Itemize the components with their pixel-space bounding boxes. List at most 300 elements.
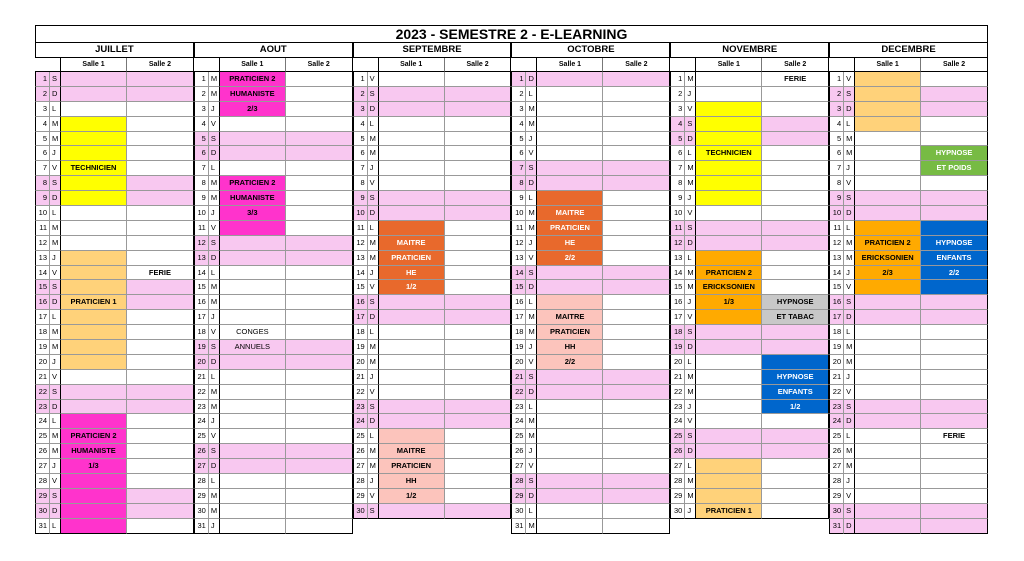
salle-2-cell	[603, 266, 670, 281]
salle-2-cell	[603, 355, 670, 370]
day-number: 20	[670, 355, 684, 370]
day-row	[511, 504, 670, 519]
day-letter: M	[49, 325, 61, 340]
salle-2-cell	[445, 221, 512, 236]
salle-header-spacer	[670, 58, 696, 72]
salle-1-cell	[379, 102, 445, 117]
day-number: 21	[829, 370, 843, 385]
salle-2-cell	[127, 385, 194, 400]
day-row	[35, 221, 194, 236]
day-number: 27	[511, 459, 525, 474]
salle-2-cell	[603, 400, 670, 415]
day-row	[194, 132, 353, 147]
salle-1-cell	[220, 161, 286, 176]
salle-1-cell	[855, 459, 921, 474]
day-row	[194, 385, 353, 400]
day-letter: V	[49, 370, 61, 385]
day-row	[511, 221, 670, 236]
day-letter: J	[843, 266, 855, 281]
calendar-sheet	[35, 25, 988, 534]
day-number: 27	[670, 459, 684, 474]
salle-2-cell: 1/2	[762, 400, 829, 415]
day-number: 30	[829, 504, 843, 519]
salle-2-cell	[127, 444, 194, 459]
salle-1-cell	[379, 429, 445, 444]
day-row	[829, 176, 988, 191]
salle-1-cell	[61, 385, 127, 400]
day-letter: M	[208, 176, 220, 191]
day-row	[35, 266, 194, 281]
salle-1-cell	[220, 310, 286, 325]
day-letter: V	[367, 72, 379, 87]
month-novembre	[670, 43, 829, 534]
day-letter: S	[208, 340, 220, 355]
salle-2-cell	[762, 325, 829, 340]
day-row	[829, 117, 988, 132]
salle-2-cell	[445, 414, 512, 429]
salle-1-cell	[696, 176, 762, 191]
salle-2-cell: HYPNOSE	[921, 146, 988, 161]
salle-2-cell	[445, 117, 512, 132]
salle-2-cell	[445, 489, 512, 504]
day-number: 20	[35, 355, 49, 370]
day-row	[511, 266, 670, 281]
day-letter: D	[843, 519, 855, 534]
day-row	[829, 474, 988, 489]
day-letter: M	[208, 504, 220, 519]
salle-2-cell	[445, 72, 512, 87]
day-letter: V	[684, 206, 696, 221]
day-number: 14	[194, 266, 208, 281]
salle-2-cell	[762, 221, 829, 236]
day-number: 23	[35, 400, 49, 415]
salle-1-cell	[537, 132, 603, 147]
day-number: 8	[35, 176, 49, 191]
salle-1-cell	[61, 414, 127, 429]
day-letter: M	[843, 132, 855, 147]
salle-2-cell	[762, 176, 829, 191]
day-letter: S	[684, 221, 696, 236]
day-number: 19	[670, 340, 684, 355]
day-letter: L	[208, 370, 220, 385]
day-letter: D	[684, 444, 696, 459]
day-letter: M	[49, 340, 61, 355]
day-number: 26	[35, 444, 49, 459]
salle-2-cell	[127, 102, 194, 117]
day-letter: M	[367, 459, 379, 474]
day-number: 24	[35, 414, 49, 429]
day-letter: V	[208, 117, 220, 132]
day-number: 12	[35, 236, 49, 251]
salle-1-cell: 3/3	[220, 206, 286, 221]
salle-2-cell	[445, 236, 512, 251]
day-letter: D	[525, 489, 537, 504]
day-number: 12	[511, 236, 525, 251]
day-number: 16	[353, 295, 367, 310]
day-number: 1	[353, 72, 367, 87]
day-letter: D	[49, 191, 61, 206]
salle-1-cell	[61, 489, 127, 504]
salle-1-cell	[855, 310, 921, 325]
salle-1-cell	[61, 519, 127, 534]
day-number: 26	[511, 444, 525, 459]
salle-2-cell	[921, 385, 988, 400]
day-row	[194, 102, 353, 117]
day-row	[35, 370, 194, 385]
salle-2-cell	[286, 459, 353, 474]
day-row	[829, 146, 988, 161]
salle-2-cell	[127, 206, 194, 221]
salle-1-cell	[220, 295, 286, 310]
day-number: 4	[35, 117, 49, 132]
day-row	[670, 474, 829, 489]
day-row	[670, 87, 829, 102]
day-number: 28	[511, 474, 525, 489]
salle-2-cell	[603, 385, 670, 400]
salle-2-cell	[286, 429, 353, 444]
day-row	[511, 310, 670, 325]
day-letter: M	[367, 146, 379, 161]
salle-2-cell: FERIE	[127, 266, 194, 281]
salle-1-cell	[61, 206, 127, 221]
day-letter: L	[843, 221, 855, 236]
salle-2-header: Salle 2	[762, 58, 829, 72]
day-number: 12	[670, 236, 684, 251]
salle-2-cell	[603, 429, 670, 444]
day-number: 7	[35, 161, 49, 176]
salle-1-cell	[220, 117, 286, 132]
day-number: 31	[194, 519, 208, 534]
day-letter: J	[49, 355, 61, 370]
day-letter: D	[843, 102, 855, 117]
day-letter: M	[843, 340, 855, 355]
day-row	[353, 325, 512, 340]
day-row	[670, 370, 829, 385]
day-row	[670, 236, 829, 251]
day-letter: J	[49, 146, 61, 161]
day-letter: M	[684, 72, 696, 87]
salle-2-cell	[286, 504, 353, 519]
salle-1-cell: TECHNICIEN	[696, 146, 762, 161]
salle-2-cell: 2/2	[921, 266, 988, 281]
salle-1-cell	[537, 176, 603, 191]
salle-1-cell	[220, 400, 286, 415]
day-number: 22	[353, 385, 367, 400]
day-row	[194, 221, 353, 236]
salle-2-cell	[445, 459, 512, 474]
day-number: 11	[353, 221, 367, 236]
day-number: 10	[194, 206, 208, 221]
day-row	[194, 400, 353, 415]
salle-2-cell	[445, 102, 512, 117]
day-row	[670, 146, 829, 161]
salle-1-cell	[855, 504, 921, 519]
day-letter: S	[843, 504, 855, 519]
day-row	[511, 280, 670, 295]
day-letter: V	[684, 310, 696, 325]
day-number: 6	[353, 146, 367, 161]
salle-1-cell: TECHNICIEN	[61, 161, 127, 176]
day-letter: D	[367, 102, 379, 117]
day-number: 21	[670, 370, 684, 385]
day-letter: D	[843, 414, 855, 429]
salle-1-cell	[855, 489, 921, 504]
salle-2-cell	[445, 385, 512, 400]
salle-1-cell	[61, 370, 127, 385]
salle-1-cell	[61, 87, 127, 102]
day-number: 4	[353, 117, 367, 132]
day-letter: S	[367, 191, 379, 206]
day-number: 16	[829, 295, 843, 310]
salle-2-cell	[921, 72, 988, 87]
day-row	[511, 340, 670, 355]
day-letter: L	[367, 221, 379, 236]
salle-2-cell	[286, 132, 353, 147]
day-row	[829, 206, 988, 221]
salle-header-row	[670, 58, 829, 72]
salle-2-cell	[762, 146, 829, 161]
salle-2-cell	[286, 87, 353, 102]
salle-2-cell	[286, 251, 353, 266]
salle-1-header: Salle 1	[379, 58, 445, 72]
salle-1-cell: 2/2	[537, 251, 603, 266]
salle-2-cell	[445, 310, 512, 325]
day-letter: M	[843, 355, 855, 370]
salle-2-cell	[445, 325, 512, 340]
salle-2-header: Salle 2	[445, 58, 512, 72]
salle-2-cell	[286, 102, 353, 117]
day-number: 22	[670, 385, 684, 400]
salle-1-cell: 1/3	[61, 459, 127, 474]
salle-2-header: Salle 2	[603, 58, 670, 72]
day-letter: V	[525, 146, 537, 161]
day-row	[353, 206, 512, 221]
day-letter: V	[843, 72, 855, 87]
day-number: 13	[511, 251, 525, 266]
salle-2-cell	[445, 206, 512, 221]
salle-1-cell	[379, 370, 445, 385]
salle-2-cell	[603, 444, 670, 459]
day-row	[35, 444, 194, 459]
day-letter: M	[843, 146, 855, 161]
salle-2-cell	[127, 489, 194, 504]
day-letter: L	[684, 355, 696, 370]
day-letter: S	[525, 161, 537, 176]
day-row	[194, 429, 353, 444]
salle-1-cell	[61, 504, 127, 519]
day-letter: V	[843, 385, 855, 400]
day-number: 25	[353, 429, 367, 444]
month-octobre	[511, 43, 670, 534]
day-row	[829, 161, 988, 176]
salle-2-cell	[127, 132, 194, 147]
day-row	[829, 191, 988, 206]
salle-1-cell: ERICKSONIEN	[696, 280, 762, 295]
day-row	[511, 325, 670, 340]
day-number: 24	[194, 414, 208, 429]
salle-1-cell: PRATICIEN	[379, 459, 445, 474]
salle-1-cell	[855, 72, 921, 87]
day-letter: L	[49, 206, 61, 221]
day-letter: V	[367, 489, 379, 504]
day-row	[829, 221, 988, 236]
day-number: 25	[511, 429, 525, 444]
salle-1-cell: PRATICIEN	[537, 325, 603, 340]
salle-2-cell	[762, 236, 829, 251]
day-letter: L	[843, 325, 855, 340]
salle-2-cell	[603, 504, 670, 519]
day-letter: V	[208, 325, 220, 340]
salle-1-cell	[379, 146, 445, 161]
day-letter: V	[367, 280, 379, 295]
day-row	[511, 176, 670, 191]
day-number: 4	[670, 117, 684, 132]
day-letter: M	[843, 251, 855, 266]
day-row	[35, 355, 194, 370]
day-number: 14	[353, 266, 367, 281]
day-number: 29	[670, 489, 684, 504]
day-letter: D	[49, 295, 61, 310]
salle-1-cell: 1/3	[696, 295, 762, 310]
day-number: 10	[35, 206, 49, 221]
salle-2-cell	[127, 72, 194, 87]
month-header: NOVEMBRE	[670, 43, 829, 58]
day-row	[829, 340, 988, 355]
day-number: 11	[194, 221, 208, 236]
salle-2-cell	[603, 161, 670, 176]
salle-2-cell	[603, 236, 670, 251]
salle-1-cell: MAITRE	[379, 444, 445, 459]
day-letter: S	[525, 474, 537, 489]
day-letter: V	[49, 161, 61, 176]
day-row	[670, 132, 829, 147]
salle-2-cell	[921, 504, 988, 519]
salle-1-cell	[220, 251, 286, 266]
day-row	[511, 444, 670, 459]
day-number: 18	[829, 325, 843, 340]
salle-1-cell: CONGES	[220, 325, 286, 340]
salle-2-cell	[762, 87, 829, 102]
day-row	[829, 400, 988, 415]
salle-2-cell	[127, 504, 194, 519]
salle-1-cell	[537, 161, 603, 176]
day-number: 29	[511, 489, 525, 504]
day-number: 30	[670, 504, 684, 519]
day-letter: L	[525, 191, 537, 206]
day-letter: M	[208, 295, 220, 310]
day-row	[829, 429, 988, 444]
day-row	[35, 400, 194, 415]
day-row	[353, 474, 512, 489]
salle-2-cell	[286, 295, 353, 310]
day-number: 15	[829, 280, 843, 295]
day-letter: J	[367, 474, 379, 489]
salle-2-cell	[921, 221, 988, 236]
day-number: 9	[670, 191, 684, 206]
salle-1-cell	[696, 385, 762, 400]
day-letter: S	[843, 87, 855, 102]
salle-2-cell	[921, 87, 988, 102]
salle-2-cell	[127, 87, 194, 102]
day-row	[670, 102, 829, 117]
salle-2-cell	[445, 504, 512, 519]
month-juillet	[35, 43, 194, 534]
day-number: 20	[829, 355, 843, 370]
day-number: 5	[829, 132, 843, 147]
day-letter: S	[684, 117, 696, 132]
day-letter: M	[49, 132, 61, 147]
salle-1-cell	[220, 221, 286, 236]
day-row	[670, 206, 829, 221]
day-row	[511, 191, 670, 206]
salle-1-cell	[61, 355, 127, 370]
day-row	[511, 295, 670, 310]
salle-1-cell	[220, 132, 286, 147]
day-row	[670, 355, 829, 370]
salle-1-cell: ERICKSONIEN	[855, 251, 921, 266]
day-number: 9	[511, 191, 525, 206]
day-row	[194, 236, 353, 251]
day-row	[511, 117, 670, 132]
salle-1-cell: HUMANISTE	[61, 444, 127, 459]
day-row	[829, 295, 988, 310]
day-row	[353, 161, 512, 176]
day-row	[194, 295, 353, 310]
day-letter: D	[208, 355, 220, 370]
day-letter: D	[49, 400, 61, 415]
day-row	[194, 444, 353, 459]
day-number: 10	[511, 206, 525, 221]
day-letter: M	[684, 266, 696, 281]
day-row	[35, 176, 194, 191]
day-number: 21	[353, 370, 367, 385]
day-number: 5	[511, 132, 525, 147]
day-row	[829, 310, 988, 325]
salle-1-cell	[855, 444, 921, 459]
salle-1-cell	[379, 87, 445, 102]
day-number: 1	[35, 72, 49, 87]
salle-1-cell	[696, 325, 762, 340]
day-number: 19	[194, 340, 208, 355]
day-number: 26	[670, 444, 684, 459]
salle-1-cell: 2/3	[855, 266, 921, 281]
day-letter: J	[684, 295, 696, 310]
salle-2-cell: HYPNOSE	[762, 295, 829, 310]
salle-header-spacer	[194, 58, 220, 72]
day-number: 1	[670, 72, 684, 87]
day-letter: L	[208, 266, 220, 281]
day-letter: M	[367, 444, 379, 459]
salle-1-cell	[379, 400, 445, 415]
salle-1-cell: ANNUELS	[220, 340, 286, 355]
day-row	[670, 117, 829, 132]
day-number: 18	[670, 325, 684, 340]
day-number: 15	[35, 280, 49, 295]
page-title: 2023 - SEMESTRE 2 - E-LEARNING	[35, 25, 988, 43]
salle-2-cell	[286, 221, 353, 236]
day-row	[194, 459, 353, 474]
day-letter: V	[684, 102, 696, 117]
day-letter: L	[49, 414, 61, 429]
day-letter: J	[843, 161, 855, 176]
salle-2-cell	[286, 72, 353, 87]
salle-1-cell	[696, 72, 762, 87]
salle-2-cell: ET TABAC	[762, 310, 829, 325]
salle-2-cell	[127, 325, 194, 340]
salle-1-cell	[696, 161, 762, 176]
day-letter: V	[843, 489, 855, 504]
day-number: 16	[670, 295, 684, 310]
